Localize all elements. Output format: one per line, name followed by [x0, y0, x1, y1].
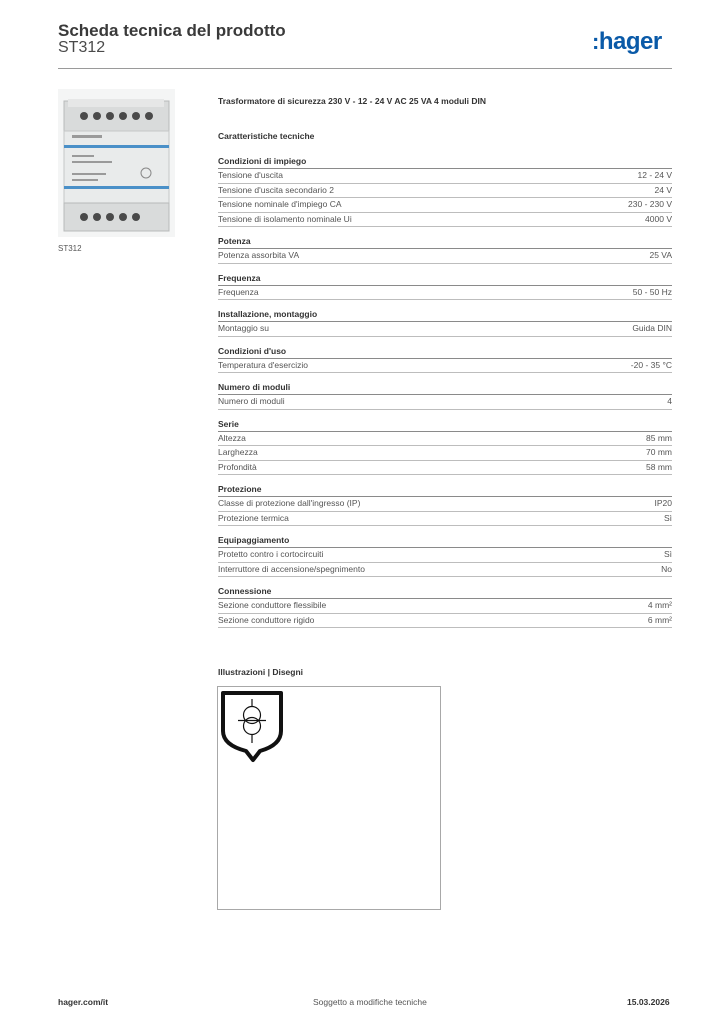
header-divider: [58, 68, 672, 69]
spec-value: Sì: [663, 549, 672, 559]
spec-value: 58 mm: [646, 461, 672, 472]
footer-website[interactable]: hager.com/it: [58, 997, 109, 1007]
spec-label: Tensione d'uscita secondario 2: [218, 184, 334, 195]
footer-date: 15.03.2026: [627, 997, 670, 1007]
spec-label: Temperatura d'esercizio: [218, 359, 308, 370]
spec-section: [218, 345, 672, 374]
spec-row: [218, 359, 672, 374]
spec-table: [218, 155, 672, 636]
spec-section-title: Protezione: [218, 483, 672, 497]
logo-text: hager: [598, 28, 662, 55]
spec-row: [218, 322, 672, 337]
spec-label: Potenza assorbita VA: [218, 250, 300, 260]
spec-section: [218, 534, 672, 577]
spec-section-title: Serie: [218, 418, 672, 432]
spec-row: [218, 249, 672, 264]
spec-section-title: Condizioni d'uso: [218, 345, 672, 359]
spec-section-title: Installazione, montaggio: [218, 308, 672, 322]
page-title: Scheda tecnica del prodotto: [58, 21, 286, 40]
product-photo: [58, 89, 175, 237]
product-title: Trasformatore di sicurezza 230 V - 12 - 24 V AC 25 VA 4 moduli DIN: [218, 96, 486, 106]
spec-label: Altezza: [218, 432, 246, 443]
spec-row: [218, 563, 672, 578]
spec-section: [218, 585, 672, 628]
spec-value: 12 - 24 V: [637, 170, 672, 180]
spec-label: Profondità: [218, 461, 257, 472]
spec-row: [218, 512, 672, 527]
safety-transformer-symbol-icon: [220, 689, 286, 763]
spec-section: [218, 155, 672, 227]
spec-row: [218, 169, 672, 184]
spec-label: Tensione d'uscita: [218, 170, 283, 180]
spec-row: [218, 599, 672, 614]
spec-section: [218, 381, 672, 410]
spec-section: [218, 272, 672, 301]
spec-section-title: Condizioni di impiego: [218, 155, 672, 169]
spec-row: [218, 184, 672, 199]
spec-section: [218, 483, 672, 526]
spec-value: Sì: [663, 512, 672, 523]
spec-section-title: Frequenza: [218, 272, 672, 286]
spec-value: 4000 V: [645, 213, 672, 224]
hager-logo: :hager: [592, 28, 662, 55]
spec-value: 230 - 230 V: [628, 199, 672, 209]
spec-section: [218, 235, 672, 264]
spec-label: Interruttore di accensione/spegnimento: [218, 563, 365, 574]
spec-label: Protezione termica: [218, 512, 289, 523]
spec-row: [218, 213, 672, 228]
spec-row: [218, 497, 672, 512]
spec-section: [218, 418, 672, 476]
photo-caption: ST312: [58, 244, 82, 253]
footer-note: Soggetto a modifiche tecniche: [313, 997, 427, 1007]
spec-value: -20 - 35 °C: [630, 359, 672, 370]
spec-section-title: Numero di moduli: [218, 381, 672, 395]
spec-row: [218, 614, 672, 629]
spec-row: [218, 286, 672, 301]
illustration-box: [217, 686, 441, 910]
spec-value: 24 V: [654, 184, 672, 195]
spec-value: No: [661, 563, 672, 574]
spec-value: IP20: [654, 498, 672, 508]
product-code: ST312: [58, 39, 106, 56]
spec-value: 4: [667, 396, 672, 406]
spec-row: [218, 548, 672, 563]
spec-section: [218, 308, 672, 337]
spec-value: 85 mm: [646, 432, 672, 443]
spec-section-title: Connessione: [218, 585, 672, 599]
spec-value: Guida DIN: [632, 323, 672, 333]
illustrations-heading: Illustrazioni | Disegni: [218, 667, 304, 677]
spec-row: [218, 198, 672, 213]
spec-row: [218, 446, 672, 461]
spec-row: [218, 395, 672, 410]
spec-label: Classe di protezione dall'ingresso (IP): [218, 498, 361, 508]
spec-value: 6 mm²: [647, 614, 672, 625]
spec-value: 25 VA: [649, 250, 672, 260]
spec-label: Frequenza: [218, 286, 259, 297]
spec-label: Montaggio su: [218, 323, 270, 333]
spec-label: Tensione di isolamento nominale Ui: [218, 213, 352, 224]
spec-value: 4 mm²: [647, 600, 672, 610]
spec-row: [218, 461, 672, 476]
spec-label: Larghezza: [218, 447, 258, 457]
spec-label: Numero di moduli: [218, 396, 285, 406]
spec-label: Protetto contro i cortocircuiti: [218, 549, 324, 559]
spec-label: Sezione conduttore rigido: [218, 614, 315, 625]
spec-value: 70 mm: [646, 447, 672, 457]
spec-label: Sezione conduttore flessibile: [218, 600, 327, 610]
specs-heading: Caratteristiche tecniche: [218, 131, 315, 141]
spec-section-title: Potenza: [218, 235, 672, 249]
spec-value: 50 - 50 Hz: [632, 286, 672, 297]
spec-section-title: Equipaggiamento: [218, 534, 672, 548]
spec-row: [218, 432, 672, 447]
spec-label: Tensione nominale d'impiego CA: [218, 199, 342, 209]
